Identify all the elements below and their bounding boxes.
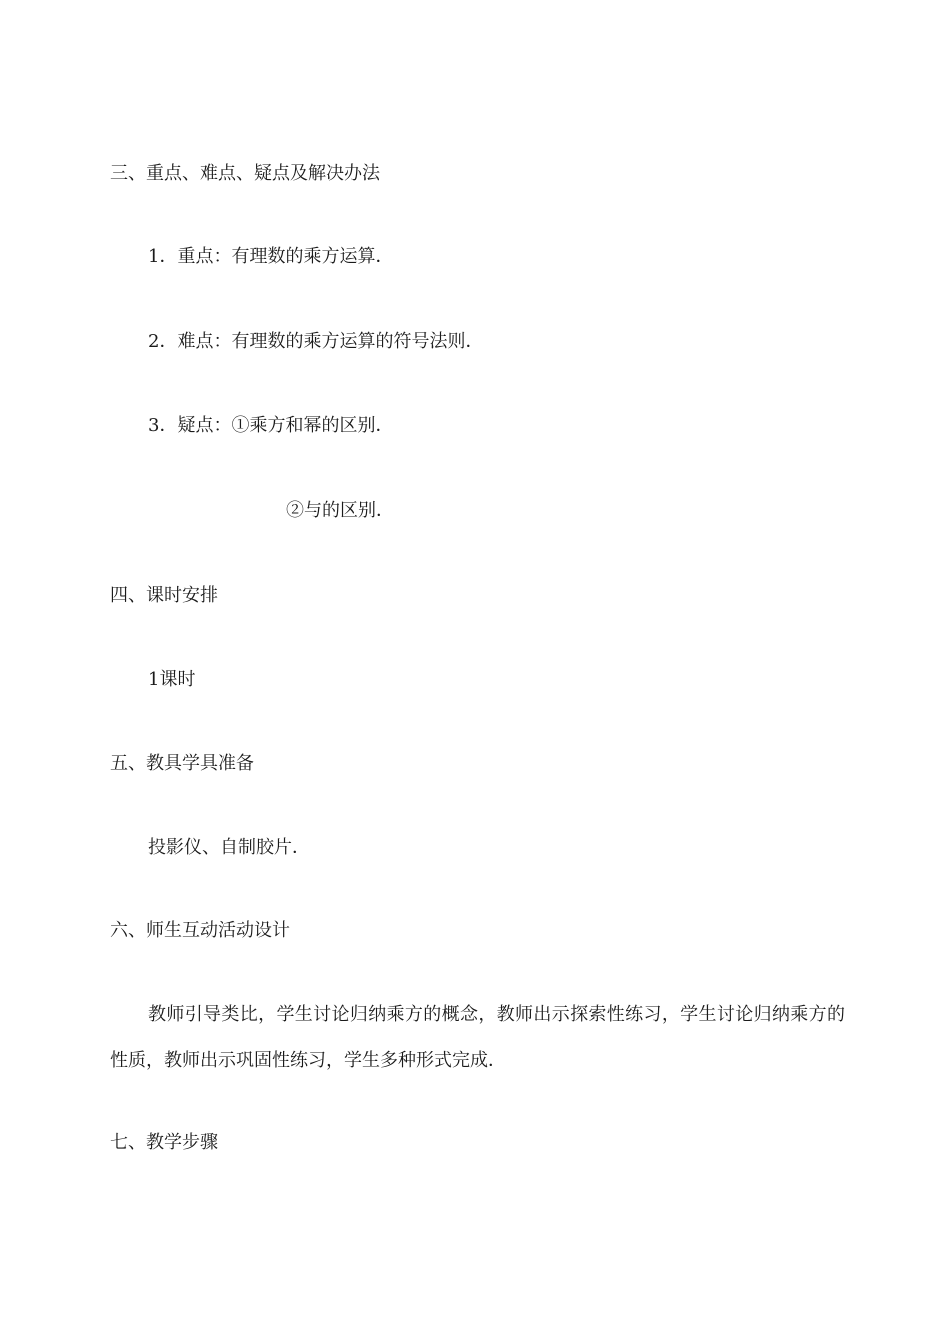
section-7-heading: 七、教学步骤 bbox=[110, 1132, 218, 1153]
section-3-item-2: 2．难点：有理数的乘方运算的符号法则． bbox=[148, 331, 484, 352]
section-3-item-3: 3．疑点：①乘方和幂的区别． bbox=[148, 415, 394, 436]
section-3-heading: 三、重点、难点、疑点及解决办法 bbox=[110, 163, 380, 184]
section-6-body: 教师引导类比，学生讨论归纳乘方的概念，教师出示探索性练习，学生讨论归纳乘方的性质，教师出示巩固性练习，学生多种形式完成． bbox=[110, 1004, 845, 1071]
section-3-item-1: 1．重点：有理数的乘方运算． bbox=[148, 246, 394, 267]
section-4-body: 1课时 bbox=[148, 669, 196, 690]
section-5-heading: 五、教具学具准备 bbox=[110, 753, 254, 774]
section-5-body: 投影仪、自制胶片． bbox=[148, 837, 310, 858]
section-6-heading: 六、师生互动活动设计 bbox=[110, 920, 290, 941]
section-3-sub-item: ②与的区别． bbox=[286, 500, 394, 521]
section-4-heading: 四、课时安排 bbox=[110, 585, 218, 606]
